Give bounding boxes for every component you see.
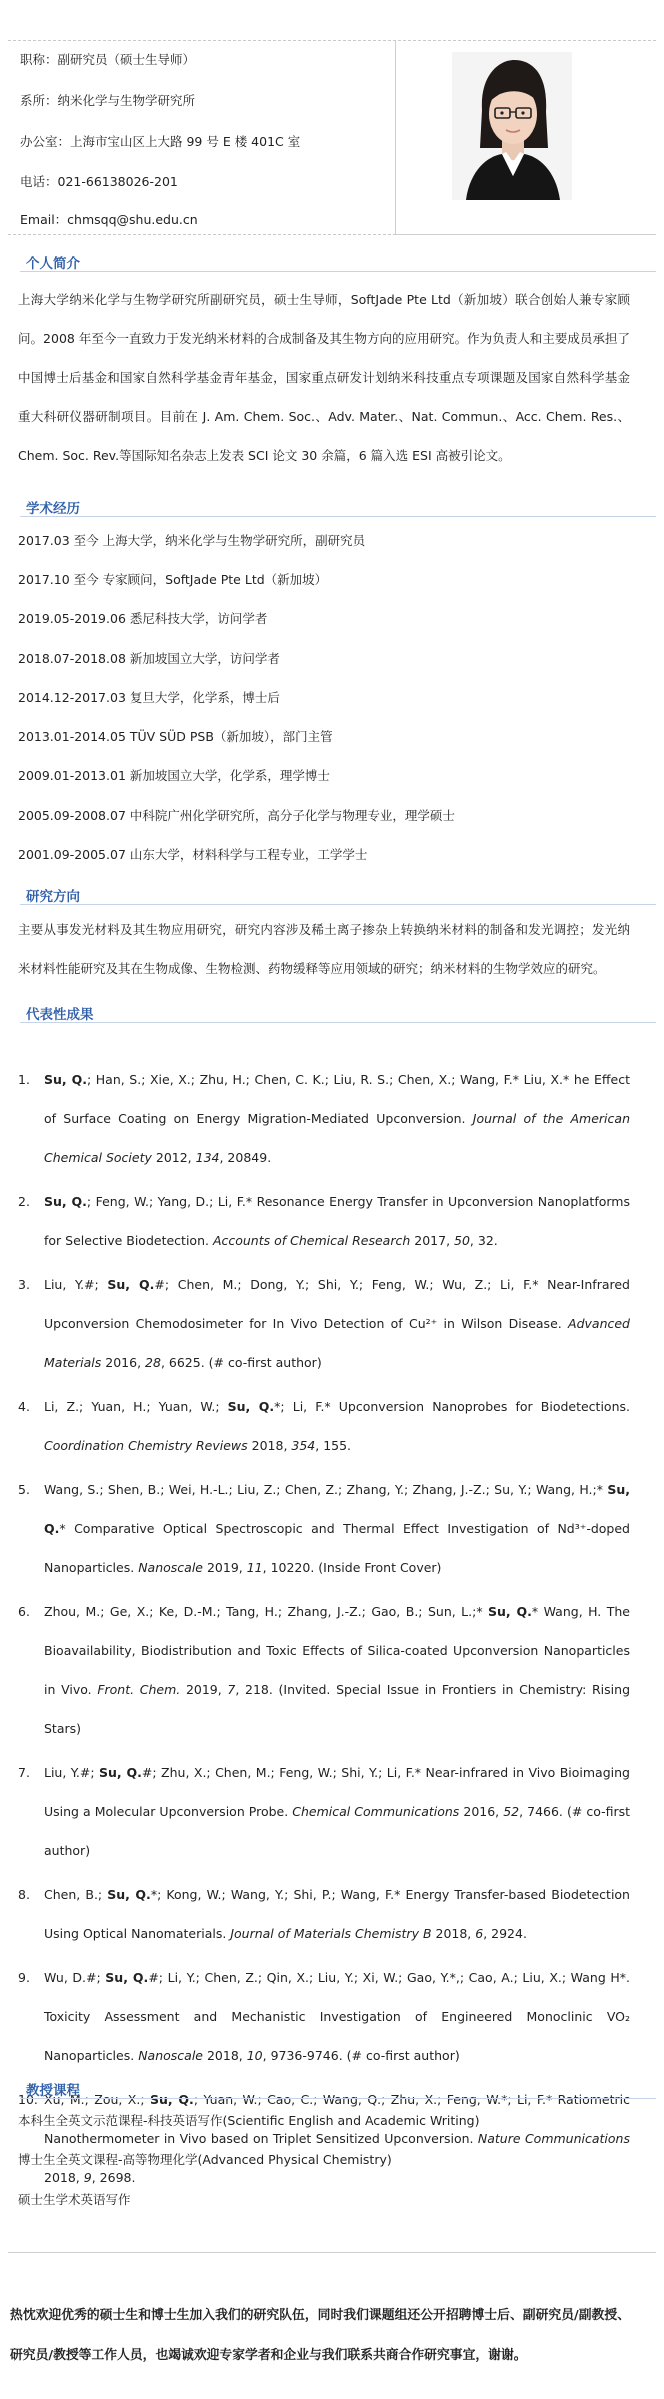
bio-heading-rule <box>20 271 656 272</box>
journal-name: Nanoscale <box>138 2048 203 2063</box>
publication-authors-pre: Chen, B.; <box>44 1887 108 1902</box>
publication-year: 2018, <box>44 2170 84 2185</box>
publication-number: 5. <box>18 1482 30 1497</box>
highlighted-author: Su, Q. <box>99 1765 142 1780</box>
publication-item <box>14 1592 630 1748</box>
journal-name: Advanced Materials <box>44 1316 630 1370</box>
publication-pages: , 2698. <box>91 2170 136 2185</box>
publication-title: #; Zhu, X.; Chen, M.; Feng, W.; Shi, Y.; Li, F.* Near-infrared in Vivo Bioimaging Using a Molecular Upconversion Probe. <box>44 1765 630 1819</box>
publication-number: 6. <box>18 1604 30 1619</box>
department-row: 系所：纳米化学与生物学研究所 <box>20 93 196 108</box>
publication-item <box>14 1387 630 1465</box>
experience-item: 2009.01-2013.01 新加坡国立大学，化学系，理学博士 <box>18 768 330 783</box>
journal-name: Nature Communications <box>477 2131 630 2146</box>
publication-pages: , 7466. (# co-first author) <box>44 1804 631 1858</box>
experience-item: 2017.03 至今 上海大学，纳米化学与生物学研究所，副研究员 <box>18 533 366 548</box>
publication-authors-pre: Wang, S.; Shen, B.; Wei, H.-L.; Liu, Z.; Chen, Z.; Zhang, Y.; Zhang, J.-Z.; Su, Y.; Wang, H.;* <box>44 1482 608 1497</box>
portrait-cell <box>396 40 656 235</box>
highlighted-author: Su, Q. <box>107 1277 155 1292</box>
journal-name: Chemical Communications <box>292 1804 460 1819</box>
publication-title: ; Han, S.; Xie, X.; Zhu, H.; Chen, C. K.; Liu, R. S.; Chen, X.; Wang, F.* Liu, X.* he Effect of Surface Coating on Energy Migration-Mediated Upconversion. <box>44 1072 630 1126</box>
publication-title: * Wang, H. The Bioavailability, Biodistribution and Toxic Effects of Silica-coated Upconversion Nanoparticles in Vivo. <box>44 1604 630 1697</box>
publication-pages: , 32. <box>469 1233 498 1248</box>
publication-title: ; Feng, W.; Yang, D.; Li, F.* Resonance Energy Transfer in Upconversion Nanoplatforms for Selective Biodetection. <box>44 1194 630 1248</box>
highlighted-author: Su, Q. <box>107 1887 151 1902</box>
publication-number: 3. <box>18 1277 30 1292</box>
publication-volume: 134 <box>195 1150 220 1165</box>
publication-item <box>14 1265 630 1382</box>
publication-title: *; Li, F.* Upconversion Nanoprobes for Biodetections. <box>274 1399 630 1414</box>
highlighted-author: Su, Q. <box>227 1399 275 1414</box>
bio-paragraph: 上海大学纳米化学与生物学研究所副研究员，硕士生导师，SoftJade Pte Ltd（新加坡）联合创始人兼专家顾问。2008 年至今一直致力于发光纳米材料的合成制备及其生物方向的应用研究。作为负责人和主要成员承担了中国博士后基金和国家自然科学基金青年基金，国家重点研发计划纳米科技重点专项课题及国家自然科学基金重大科研仪器研制项目。目前在 J. Am. Chem. Soc.、Adv. Mater.、Nat. Commun.、Acc. Chem. Res.、Chem. Soc. Rev.等国际知名杂志上发表 SCI 论文 30 余篇，6 篇入选 ESI 高被引论文。 <box>18 292 630 463</box>
title-row: 职称：副研究员（硕士生导师） <box>20 52 196 67</box>
publication-pages: , 218. (Invited. Special Issue in Frontiers in Chemistry: Rising Stars) <box>44 1682 631 1736</box>
publication-volume: 52 <box>503 1804 520 1819</box>
email-row: Email：chmsqq@shu.edu.cn <box>20 212 198 227</box>
publication-pages: , 2924. <box>483 1926 527 1941</box>
publication-volume: 50 <box>454 1233 470 1248</box>
publication-authors-pre: Li, Z.; Yuan, H.; Yuan, W.; <box>44 1399 228 1414</box>
publication-authors-pre: Wu, D.#; <box>44 1970 106 1985</box>
experience-item: 2014.12-2017.03 复旦大学，化学系，博士后 <box>18 690 280 705</box>
publication-authors-pre: Liu, Y.#; <box>44 1277 108 1292</box>
publication-number: 10. <box>18 2092 38 2107</box>
publication-volume: 7 <box>227 1682 236 1697</box>
recruitment-notice: 热忱欢迎优秀的硕士生和博士生加入我们的研究队伍，同时我们课题组还公开招聘博士后、副研究员/副教授、研究员/教授等工作人员，也竭诚欢迎专家学者和企业与我们联系共商合作研究事宜，谢谢。 <box>10 2308 630 2363</box>
journal-name: Front. Chem. <box>97 1682 181 1697</box>
publication-pages: , 155. <box>315 1438 352 1453</box>
courses-heading-rule <box>20 2098 656 2099</box>
publication-pages: , 10220. (Inside Front Cover) <box>262 1560 442 1575</box>
publication-number: 7. <box>18 1765 30 1780</box>
publication-year: 2016, <box>101 1355 146 1370</box>
highlighted-author: Su, Q. <box>488 1604 532 1619</box>
publication-pages: , 6625. (# co-first author) <box>160 1355 322 1370</box>
journal-name: Journal of the American Chemical Society <box>44 1111 630 1165</box>
course-item: 博士生全英文课程-高等物理化学(Advanced Physical Chemistry) <box>18 2152 392 2167</box>
publication-title: *; Kong, W.; Wang, Y.; Shi, P.; Wang, F.* Energy Transfer-based Biodetection Using Optical Nanomaterials. <box>44 1887 630 1941</box>
publication-year: 2012, <box>151 1150 196 1165</box>
publication-volume: 354 <box>291 1438 316 1453</box>
highlighted-author: Su, Q. <box>149 2092 194 2107</box>
publication-authors-pre: Xu, M.; Zou, X.; <box>44 2092 150 2107</box>
experience-item: 2017.10 至今 专家顾问，SoftJade Pte Ltd（新加坡） <box>18 572 328 587</box>
journal-name: Nanoscale <box>138 1560 203 1575</box>
publication-year: 2016, <box>459 1804 504 1819</box>
publication-number: 2. <box>18 1194 30 1209</box>
experience-heading-rule <box>20 516 656 517</box>
journal-name: Journal of Materials Chemistry B <box>230 1926 432 1941</box>
publication-pages: , 20849. <box>219 1150 272 1165</box>
research-heading-rule <box>20 904 656 905</box>
publication-pages: , 9736-9746. (# co-first author) <box>262 2048 460 2063</box>
publication-title: ; Yuan, W.; Cao, C.; Wang, Q.; Zhu, X.; Feng, W.*; Li, F.* Ratiometric Nanothermometer in Vivo based on Triplet Sensitized Upconversion. <box>44 2092 630 2146</box>
publication-volume: 11 <box>246 1560 263 1575</box>
publications-heading: 代表性成果 <box>26 1007 94 1023</box>
publication-volume: 9 <box>83 2170 92 2185</box>
publication-number: 1. <box>18 1072 30 1087</box>
experience-item: 2018.07-2018.08 新加坡国立大学，访问学者 <box>18 651 280 666</box>
journal-name: Accounts of Chemical Research <box>212 1233 411 1248</box>
publication-number: 4. <box>18 1399 30 1414</box>
experience-item: 2001.09-2005.07 山东大学，材料科学与工程专业，工学学士 <box>18 847 368 862</box>
publication-list <box>14 1060 630 2202</box>
highlighted-author: Su, Q. <box>44 1072 87 1087</box>
contact-info-box <box>8 40 396 235</box>
research-heading: 研究方向 <box>26 889 80 905</box>
highlighted-author: Su, Q. <box>44 1482 630 1536</box>
publication-item <box>14 1182 630 1260</box>
courses-heading: 教授课程 <box>26 2083 80 2099</box>
publication-item <box>14 1470 630 1587</box>
highlighted-author: Su, Q. <box>44 1194 87 1209</box>
publication-number: 9. <box>18 1970 30 1985</box>
publication-authors-pre: Liu, Y.#; <box>44 1765 100 1780</box>
publication-title: #; Chen, M.; Dong, Y.; Shi, Y.; Feng, W.; Wu, Z.; Li, F.* Near-Infrared Upconversion Chemodosimeter for In Vivo Detection of Cu²⁺ in Wilson Disease. <box>44 1277 630 1331</box>
experience-item: 2019.05-2019.06 悉尼科技大学，访问学者 <box>18 611 268 626</box>
publication-year: 2018, <box>431 1926 476 1941</box>
publication-item <box>14 1875 630 1953</box>
publication-year: 2019, <box>202 1560 247 1575</box>
research-paragraph: 主要从事发光材料及其生物应用研究，研究内容涉及稀土离子掺杂上转换纳米材料的制备和发光调控；发光纳米材料性能研究及其在生物成像、生物检测、药物缓释等应用领域的研究；纳米材料的生物学效应的研究。 <box>18 922 630 976</box>
publication-year: 2017, <box>410 1233 455 1248</box>
publication-item <box>14 1958 630 2075</box>
publication-year: 2019, <box>180 1682 228 1697</box>
publication-volume: 6 <box>475 1926 484 1941</box>
publications-heading-rule <box>20 1022 656 1023</box>
divider <box>8 2252 656 2253</box>
course-item: 本科生全英文示范课程-科技英语写作(Scientific English and Academic Writing) <box>18 2113 480 2128</box>
course-item: 硕士生学术英语写作 <box>18 2192 131 2207</box>
publication-volume: 10 <box>246 2048 263 2063</box>
highlighted-author: Su, Q. <box>105 1970 149 1985</box>
experience-heading: 学术经历 <box>26 501 80 517</box>
publication-title: #; Li, Y.; Chen, Z.; Qin, X.; Liu, Y.; Xi, W.; Gao, Y.*,; Cao, A.; Liu, X.; Wang H*. Toxicity Assessment and Mechanistic Investigation of Engineered Monoclinic VO₂ Nanoparticles. <box>44 1970 630 2063</box>
experience-item: 2005.09-2008.07 中科院广州化学研究所，高分子化学与物理专业，理学硕士 <box>18 808 455 823</box>
publication-year: 2018, <box>202 2048 247 2063</box>
experience-item: 2013.01-2014.05 TÜV SÜD PSB（新加坡），部门主管 <box>18 729 333 744</box>
phone-row: 电话：021-66138026-201 <box>20 174 178 189</box>
publication-authors-pre: Zhou, M.; Ge, X.; Ke, D.-M.; Tang, H.; Zhang, J.-Z.; Gao, B.; Sun, L.;* <box>44 1604 489 1619</box>
publication-item <box>14 1753 630 1870</box>
publication-year: 2018, <box>247 1438 292 1453</box>
publication-item <box>14 1060 630 1177</box>
office-row: 办公室：上海市宝山区上大路 99 号 E 楼 401C 室 <box>20 134 301 149</box>
publication-title: * Comparative Optical Spectroscopic and Thermal Effect Investigation of Nd³⁺-doped Nanoparticles. <box>44 1521 630 1575</box>
journal-name: Coordination Chemistry Reviews <box>44 1438 248 1453</box>
bio-heading: 个人简介 <box>26 256 80 272</box>
publication-volume: 28 <box>145 1355 161 1370</box>
publication-number: 8. <box>18 1887 30 1902</box>
portrait-photo <box>452 52 572 200</box>
